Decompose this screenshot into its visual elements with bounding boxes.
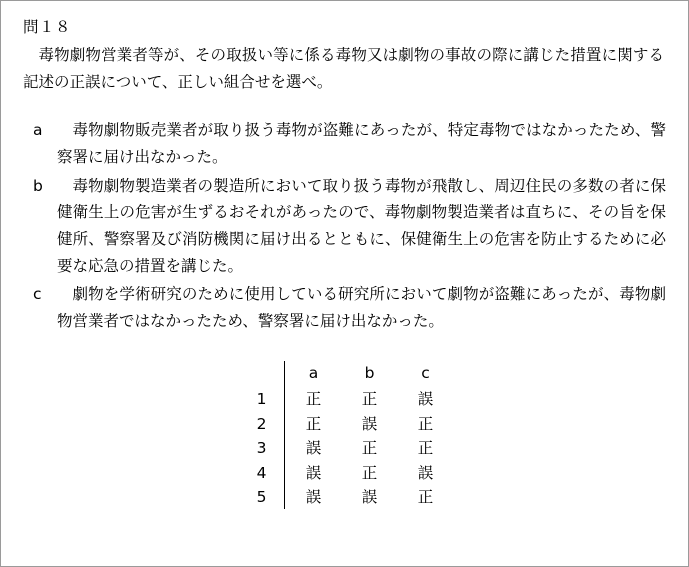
- option-4-value-c: 誤: [417, 463, 434, 482]
- statement-label-c: c: [33, 285, 42, 304]
- table-row[interactable]: [240, 436, 454, 460]
- question-lead-text: 毒物劇物営業者等が、その取扱い等に係る毒物又は劇物の事故の際に講じた措置に関する記述の正誤について、正しい組合せを選べ。: [23, 46, 664, 91]
- column-header-a: a: [308, 363, 319, 382]
- table-row[interactable]: [240, 412, 454, 436]
- statement-text-a: 毒物劇物販売業者が取り扱う毒物が盗難にあったが、特定毒物ではなかったため、警察署に届け出なかった。: [57, 121, 666, 167]
- option-4-value-a: 誤: [305, 463, 322, 482]
- table-row[interactable]: [240, 387, 454, 411]
- statement-text-b: 毒物劇物製造業者の製造所において取り扱う毒物が飛散し、周辺住民の多数の者に保健衛生上の危害が生ずるおそれがあったので、毒物劇物製造業者は直ちに、その旨を保健所、警察署及び消防機関に届け出るとともに、保健衛生上の危害を防止するために必要な応急の措置を講じた。: [57, 176, 666, 275]
- statement-label-a: a: [33, 121, 43, 140]
- option-number-2: 2: [256, 414, 267, 433]
- header-rownum-spacer: [240, 361, 285, 387]
- option-4-value-b: 正: [361, 463, 378, 482]
- option-3-value-a: 誤: [305, 439, 322, 458]
- list-item: [23, 173, 670, 280]
- table-row[interactable]: [240, 461, 454, 485]
- option-number-1: 1: [256, 390, 267, 409]
- option-2-value-c: 正: [417, 414, 434, 433]
- option-3-value-b: 正: [361, 439, 378, 458]
- answer-options-table: [240, 361, 454, 510]
- option-5-value-a: 誤: [305, 488, 322, 507]
- option-5-value-b: 誤: [361, 488, 378, 507]
- option-1-value-c: 誤: [417, 390, 434, 409]
- question-number: 問１８: [23, 18, 72, 36]
- option-5-value-c: 正: [417, 488, 434, 507]
- column-header-c: c: [421, 363, 430, 382]
- list-item: [23, 281, 670, 334]
- list-item: [23, 117, 670, 170]
- question-content: [23, 15, 670, 509]
- option-2-value-a: 正: [305, 414, 322, 433]
- option-number-4: 4: [256, 463, 267, 482]
- option-1-value-b: 正: [361, 390, 378, 409]
- statement-list: [23, 117, 670, 334]
- table-header-row: [240, 361, 454, 387]
- option-3-value-c: 正: [417, 439, 434, 458]
- option-1-value-a: 正: [305, 390, 322, 409]
- statement-text-c: 劇物を学術研究のために使用している研究所において劇物が盗難にあったが、毒物劇物営業者ではなかったため、警察署に届け出なかった。: [57, 285, 666, 331]
- option-2-value-b: 誤: [361, 414, 378, 433]
- table-row[interactable]: [240, 485, 454, 509]
- statement-label-b: b: [33, 176, 43, 195]
- answer-table-wrapper: [23, 361, 670, 510]
- column-header-b: b: [364, 363, 375, 382]
- option-number-3: 3: [256, 439, 267, 458]
- option-number-5: 5: [256, 488, 267, 507]
